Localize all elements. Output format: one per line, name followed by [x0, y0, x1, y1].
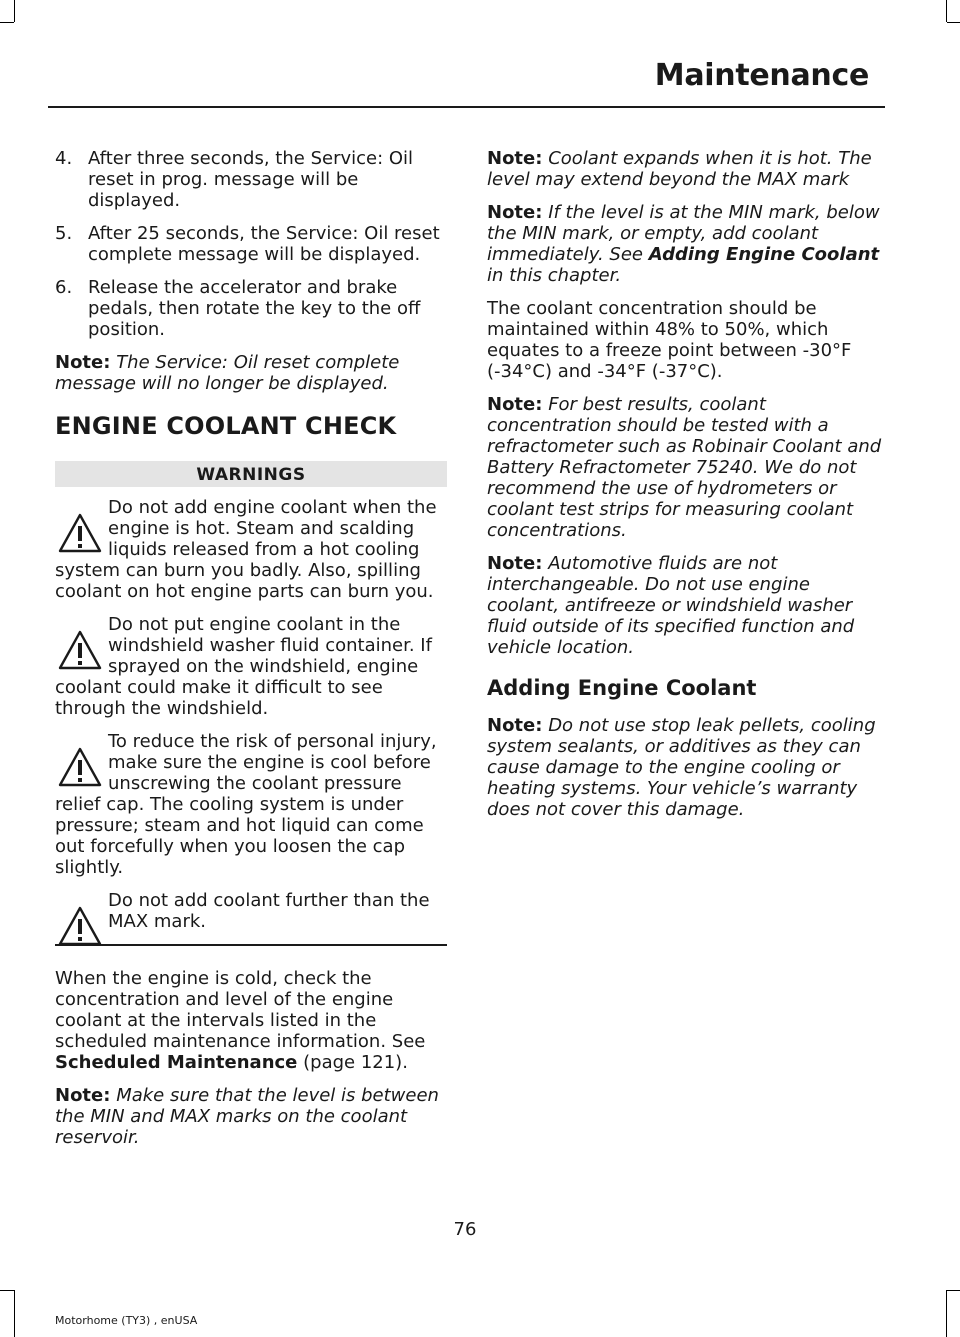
list-item: [55, 223, 447, 265]
crop-mark: [14, 1290, 15, 1337]
body-paragraph: The coolant concentration should be maintained within 48% to 50%, which equates to a freeze point between -30°F (-34°C) and -34°F (-37°C).: [487, 298, 852, 382]
note-paragraph: [487, 394, 882, 541]
step-number: 4.: [55, 148, 73, 169]
body-text-suffix: (page 121).: [297, 1052, 408, 1073]
crop-mark: [0, 1290, 14, 1291]
note-label: Note:: [487, 553, 543, 574]
note-text: Coolant expands when it is hot. The level may extend beyond the MAX mark: [487, 148, 872, 190]
body-paragraph: [55, 968, 447, 1073]
step-number: 5.: [55, 223, 73, 244]
warning-item: [55, 497, 447, 602]
body-text: When the engine is cold, check the concentration and level of the engine coolant at the intervals listed in the scheduled maintenance information. See: [55, 968, 426, 1052]
note-label: Note:: [487, 394, 543, 415]
note-label: Note:: [487, 148, 543, 169]
note-paragraph: [55, 352, 447, 394]
note-text: For best results, coolant concentration should be tested with a refractometer such as Robinair Coolant and Battery Refractometer 75240. We do not recommend the use of hydrometers or coolant test strips for measuring coolant concentrations.: [487, 394, 882, 541]
note-text: If the level is at the MIN mark, below the MIN mark, or empty, add coolant immediately. See: [487, 202, 880, 265]
step-text: After 25 seconds, the Service: Oil reset complete message will be displayed.: [88, 223, 440, 265]
step-list: [55, 148, 447, 340]
warning-triangle-icon: [58, 906, 102, 946]
warning-item: [55, 890, 447, 932]
warning-text: To reduce the risk of personal injury, make sure the engine is cool before unscrewing the coolant pressure relief cap. The cooling system is under pressure; steam and hot liquid can come out forcefully when you loosen the cap slightly.: [55, 731, 437, 878]
step-text: Release the accelerator and brake pedals, then rotate the key to the off position.: [88, 277, 421, 340]
warning-item: [55, 731, 447, 878]
warning-text: Do not add engine coolant when the engine is hot. Steam and scalding liquids released from a hot cooling system can burn you badly. Also, spilling coolant on hot engine parts can burn you.: [55, 497, 437, 602]
note-paragraph: [487, 202, 882, 286]
warning-triangle-icon: [58, 630, 102, 670]
note-paragraph: [55, 1085, 447, 1148]
page-number: 76: [453, 1219, 477, 1240]
crop-mark: [947, 1290, 960, 1291]
note-paragraph: [487, 148, 882, 190]
note-text: Do not use stop leak pellets, cooling system sealants, or additives as they can cause damage to the engine cooling or heating systems. Your vehicle’s warranty does not cover this damage.: [487, 715, 876, 820]
note-text: The Service: Oil reset complete message will no longer be displayed.: [55, 352, 400, 394]
step-number: 6.: [55, 277, 73, 298]
subsection-heading: Adding Engine Coolant: [487, 676, 757, 700]
note-label: Note:: [55, 1085, 111, 1106]
crop-mark: [0, 22, 14, 23]
list-item: [55, 277, 447, 340]
crop-mark: [946, 1290, 947, 1337]
page-title: Maintenance: [654, 58, 869, 93]
note-label: Note:: [55, 352, 111, 373]
cross-reference-link[interactable]: Adding Engine Coolant: [648, 244, 880, 265]
note-text-suffix: in this chapter.: [487, 265, 622, 286]
header-divider: [48, 106, 885, 108]
note-label: Note:: [487, 715, 543, 736]
note-text: Automotive fluids are not interchangeable. Do not use engine coolant, antifreeze or windshield washer fluid outside of its specified function and vehicle location.: [487, 553, 855, 658]
document-id: Motorhome (TY3) , enUSA: [55, 1314, 198, 1327]
note-label: Note:: [487, 202, 543, 223]
warning-text: Do not add coolant further than the MAX mark.: [108, 890, 430, 932]
crop-mark: [947, 22, 960, 23]
note-text: Make sure that the level is between the MIN and MAX marks on the coolant reservoir.: [55, 1085, 439, 1148]
warnings-heading: WARNINGS: [55, 461, 447, 487]
note-paragraph: [487, 715, 882, 820]
note-paragraph: [487, 553, 882, 658]
warning-triangle-icon: [58, 513, 102, 553]
left-column: [55, 148, 447, 1160]
cross-reference-link[interactable]: Scheduled Maintenance: [55, 1052, 298, 1073]
section-heading: ENGINE COOLANT CHECK: [55, 412, 397, 440]
warning-item: [55, 614, 447, 719]
step-text: After three seconds, the Service: Oil reset in prog. message will be displayed.: [88, 148, 414, 211]
list-item: [55, 148, 447, 211]
warnings-end-divider: [55, 944, 447, 946]
crop-mark: [14, 0, 15, 22]
crop-mark: [946, 0, 947, 22]
warning-text: Do not put engine coolant in the windshield washer fluid container. If sprayed on the windshield, engine coolant could make it difficult to see through the windshield.: [55, 614, 432, 719]
warning-triangle-icon: [58, 747, 102, 787]
right-column: [487, 148, 882, 832]
